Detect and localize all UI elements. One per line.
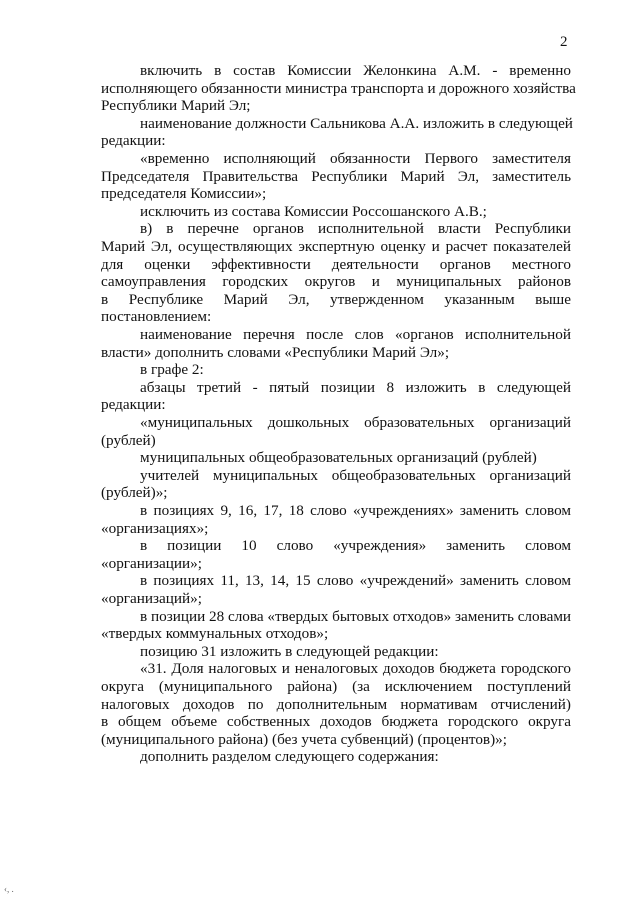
text-line: «31. Доля налоговых и неналоговых доходов бюджета городского [140, 660, 571, 678]
text-line: позицию 31 изложить в следующей редакции: [140, 642, 439, 660]
text-line: Марий Эл, осуществляющих экспертную оценку и расчет показателей [101, 238, 571, 255]
text-line: Республики Марий Эл; [101, 97, 251, 115]
text-line: округа (муниципального района) (за исключением поступлений [101, 678, 571, 695]
text-line: «организаций»; [101, 590, 202, 607]
text-line: включить в состав Комиссии Желонкина А.М. - временно [140, 62, 571, 79]
text-line: муниципальных общеобразовательных организаций (рублей) [140, 449, 537, 467]
text-line: в Республике Марий Эл, утвержденном указанным выше [101, 290, 571, 308]
text-line: наименование должности Сальникова А.А. изложить в следующей [140, 114, 573, 132]
text-line: «муниципальных дошкольных образовательных организаций [140, 414, 571, 431]
text-line: «твердых коммунальных отходов»; [101, 625, 329, 643]
text-line: «временно исполняющий обязанности Первого заместителя [140, 150, 571, 167]
text-line: редакции: [101, 132, 166, 150]
text-line: абзацы третий - пятый позиции 8 изложить в следующей [140, 378, 571, 396]
text-line: власти» дополнить словами «Республики Марий Эл»; [101, 343, 450, 361]
text-line: учителей муниципальных общеобразовательных организаций [140, 466, 571, 484]
text-line: «организации»; [101, 554, 202, 572]
text-line: председателя Комиссии»; [101, 185, 267, 203]
text-line: в) в перечне органов исполнительной власти Республики [140, 220, 571, 238]
text-line: для оценки эффективности деятельности органов местного [101, 255, 571, 273]
text-line: исключить из состава Комиссии Россошанского А.В.; [140, 202, 487, 220]
text-line: в позиции 10 слово «учреждения» заменить словом [140, 537, 571, 555]
text-line: в позициях 11, 13, 14, 15 слово «учреждений» заменить словом [140, 572, 571, 590]
text-line: (муниципального района) (без учета субвенций) (процентов)»; [101, 730, 507, 748]
text-line: редакции: [101, 396, 166, 414]
text-line: наименование перечня после слов «органов исполнительной [140, 326, 571, 343]
text-line: (рублей)»; [101, 484, 168, 502]
text-line: в позиции 28 слова «твердых бытовых отходов» заменить словами [140, 607, 572, 625]
text-line: самоуправления городских округов и муниципальных районов [101, 273, 571, 291]
text-line: дополнить разделом следующего содержания: [140, 748, 439, 766]
scan-marks: ‹, . [4, 884, 14, 894]
text-line: в графе 2: [140, 361, 204, 379]
text-line: налоговых доходов по дополнительным нормативам отчислений) [101, 695, 571, 713]
text-line: в позициях 9, 16, 17, 18 слово «учреждениях» заменить словом [140, 502, 571, 519]
text-line: Председателя Правительства Республики Марий Эл, заместитель [101, 167, 571, 185]
page-number: 2 [560, 34, 568, 50]
text-line: (рублей) [101, 431, 156, 449]
text-line: постановлением: [101, 308, 212, 326]
text-line: исполняющего обязанности министра транспорта и дорожного хозяйства [101, 79, 576, 97]
text-line: «организациях»; [101, 519, 209, 537]
text-line: в общем объеме собственных доходов бюджета городского округа [101, 713, 571, 731]
